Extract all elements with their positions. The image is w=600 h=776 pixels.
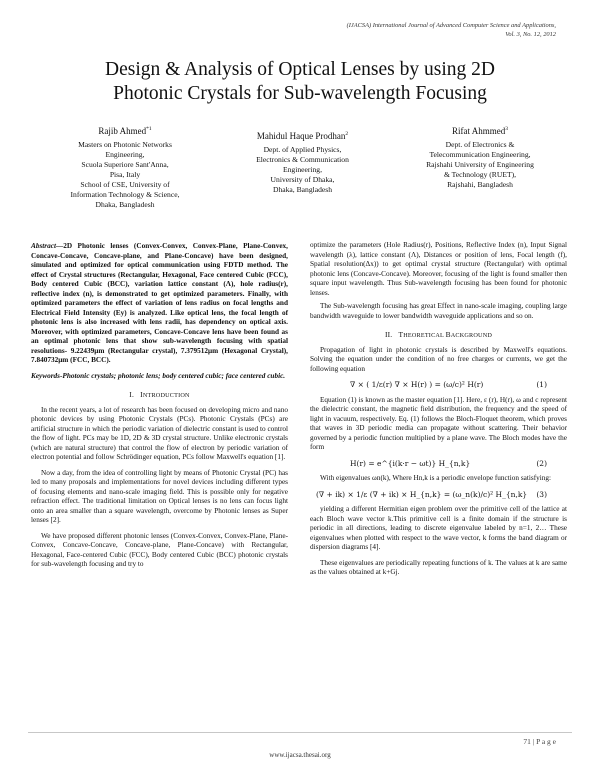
- left-column: [31, 242, 288, 576]
- paper-title-line2: Photonic Crystals for Sub-wavelength Focusing: [113, 83, 487, 104]
- right-paragraph-1: optimize the parameters (Hole Radius(r), Positions, Reflective Index (n), Input Signal wavelength (λ), lattice constant (Λ), Distances or position of lens, Focal length (f), Spatial resolution(Δx)) to get optimal crystal structure (Rectangular) with optimal photonic lens (Concave-Concave). Moreover, focusing of the light is found smaller then square input wavelength. Thus Sub-wavelength focusing has been found for photonic lenses.: [310, 241, 567, 297]
- theory-paragraph-5: These eigenvalues are periodically repeating functions of k. The values at k are same as the values obtained at k+Gj.: [310, 558, 567, 576]
- author-2-affil-2: Engineering,: [282, 165, 322, 174]
- abstract: [31, 242, 288, 366]
- theory-paragraph-4: yielding a different Hermitian eigen problem over the primitive cell of the lattice at each Bloch wave vector k.This primitive cell is a finite domain if the structure is periodic in all directions, leading to discrete eigenvalue labeled by n=1, 2… These eigenvalues when plotted with respect to the wave vector, k forms the band diagram or dispersion diagrams [4].: [310, 505, 567, 551]
- paper-title: [30, 58, 570, 106]
- author-1-affil-6: Dhaka, Bangladesh: [95, 200, 155, 209]
- page-number: 71 | P a g e: [523, 737, 556, 746]
- author-3-affil-0: Dept. of Electronics &: [445, 140, 515, 149]
- author-1-affil-0: Masters on Photonic Networks: [78, 140, 172, 149]
- author-1: [40, 124, 210, 210]
- author-3-name: Rifat Ahmmed$^3$: [452, 126, 508, 136]
- right-paragraph-2: The Sub-wavelength focusing has great Effect in nano-scale imaging, coupling large bandwidth waveguide to lower bandwidth waveguide applications and so on.: [310, 302, 567, 320]
- keywords: Keywords-Photonic crystals; photonic lens; body centered cubic; face centered cubic.: [31, 371, 286, 380]
- author-3-affil-3: & Technology (RUET),: [443, 170, 517, 179]
- equation-1-number: (1): [536, 380, 547, 389]
- author-3-affil-4: Rajshahi, Bangladesh: [447, 180, 513, 189]
- author-2-affil-0: Dept. of Applied Physics,: [263, 145, 342, 154]
- theory-paragraph-2: Equation (1) is known as the master equation [1]. Here, ε (r), H(r), ω and c represent the dielectric constant, the magnetic field distribution, the frequency and the speed of light in vacuum, respectively. Eq. (1) follows the Bloch-Floquet theorem, which proves that waves in 3D periodic media can propagate without scattering. Their behavior governed by a periodic function multiplied by a plane wave. The Bloch modes have the form: [310, 395, 567, 451]
- author-1-affil-1: Engineering,: [105, 150, 145, 159]
- equation-2-expr: H(r) = e^{i(k·r − ωt)} H_{n,k}: [350, 458, 471, 468]
- journal-header-line2: Vol. 3, No. 12, 2012: [505, 30, 556, 38]
- author-3-affil-1: Telecommunication Engineering,: [429, 150, 531, 159]
- equation-3-expr: (∇ + ik) × 1/ε (∇ + ik) × H_{n,k} = (ω_n(k)/c)² H_{n,k}: [316, 489, 528, 499]
- section-heading-theory: II. THEORETICAL BACKGROUND: [384, 330, 493, 339]
- author-1-affil-4: School of CSE, University of: [80, 180, 170, 189]
- author-1-affil-3: Pisa, Italy: [109, 170, 141, 179]
- equation-3-number: (3): [536, 489, 547, 499]
- journal-header: [196, 22, 556, 39]
- footer-divider: [28, 732, 572, 733]
- theory-paragraph-1: Propagation of light in photonic crystals is described by Maxwell's equations. Solving the equation under the condition of no free charges or currents, we get the following equation: [310, 345, 567, 373]
- author-2-name: Mahidul Haque Prodhan$^2$: [256, 131, 349, 141]
- abstract-text: —2D Photonic lenses (Convex-Convex, Convex-Plane, Plane-Convex, Concave-Concave, Concave-plane, and Plane-Concave) have been designed, simulated and optimized for optical communication using FDTD method. The effect of Crystal structures (Rectangular, Hexagonal, Face centered Cubic (FCC), Body centered Cubic (BCC), variation lattice constant (Λ), hole radius(r), reflective index (n), is demonstrated to get optimized parameters. Finally, with optimized parameters the effect of variation of lens radius on focal lengths and Electrical Field Intensity (Ey) is analyzed. Like optical lens, the focal length of photonic lens is also increased with lens radii, has dependency on optical axis. Moreover, with optimized parameters, Concave-Concave lens have been found as an optimal photonic lens that show sub-wavelength focusing with spatial resolutions- 9.22439μm (Rectangular crystal), 7.379512μm (Hexagonal Crystal), 7.840732μm (FCC, BCC).: [31, 242, 288, 364]
- author-1-affil-2: Scuola Superiore Sant'Anna,: [81, 160, 169, 169]
- author-3: [395, 124, 565, 210]
- author-3-affil-2: Rajshahi University of Engineering: [426, 160, 534, 169]
- author-1-affil-5: Information Technology & Science,: [70, 190, 180, 199]
- theory-paragraph-3: With eigenvalues ωn(k), Where Hn,k is a periodic envelope function satisfying:: [320, 474, 552, 482]
- section-heading-introduction: I. INTRODUCTION: [129, 390, 190, 399]
- equation-1-expr: ∇ × ( 1/ε(r) ∇ × H(r) ) = (ω/c)² H(r): [350, 380, 484, 389]
- author-1-name: Rajib Ahmed$^{*1}$: [98, 126, 152, 136]
- abstract-label: Abstract: [31, 242, 56, 250]
- journal-header-line1: (IJACSA) International Journal of Advanced Computer Science and Applications,: [346, 22, 556, 29]
- author-2: [218, 124, 388, 210]
- author-2-affil-4: Dhaka, Bangladesh: [272, 185, 333, 194]
- intro-paragraph-3: We have proposed different photonic lenses (Convex-Convex, Convex-Plane, Plane-Convex, Concave-Concave, Concave-plane, Plane-Concave) with Rectangular, Hexagonal, Face-centered Cubic (FCC), Body centered Cubic (BCC) photonic crystals for sub-wavelength focusing and try to: [31, 531, 288, 568]
- intro-paragraph-2: Now a day, from the idea of controlling light by means of Photonic Crystal (PC) has led to many proposals and implementations for novel devices including different types of focusing elements and nano-scale imaging field. This is possible only for negative refraction effect. The traditional limitation on Optical lenses is no lens can focus light onto an area smaller than a square wavelength, overcome by Photonic lenses as Super lenses [2].: [31, 468, 288, 524]
- equation-1: [310, 380, 567, 390]
- equation-3: [310, 490, 567, 500]
- equation-2-number: (2): [536, 458, 547, 468]
- journal-url[interactable]: www.ijacsa.thesai.org: [269, 751, 331, 759]
- paper-title-line1: Design & Analysis of Optical Lenses by using 2D: [105, 59, 495, 80]
- equation-2: [310, 459, 567, 469]
- right-column: [310, 241, 567, 584]
- intro-paragraph-1: In the recent years, a lot of research has been focused on developing micro and nano photonic devices by using Photonic Crystals (PCs). Photonic Crystals (PCs) are artificial structure in which the periodic variation of dielectric constant is used to control the flow of light. PCs may be 1D, 2D & 3D crystal structure. Unlike electronic crystals (which are natural structure) that control the flow of electron by periodic variation of electron potential and follow Schrödinger equation, PCs follow Maxwell's equation [1].: [31, 405, 288, 461]
- author-block: [40, 124, 565, 210]
- author-2-affil-3: University of Dhaka,: [270, 175, 335, 184]
- author-2-affil-1: Electronics & Communication: [256, 155, 349, 164]
